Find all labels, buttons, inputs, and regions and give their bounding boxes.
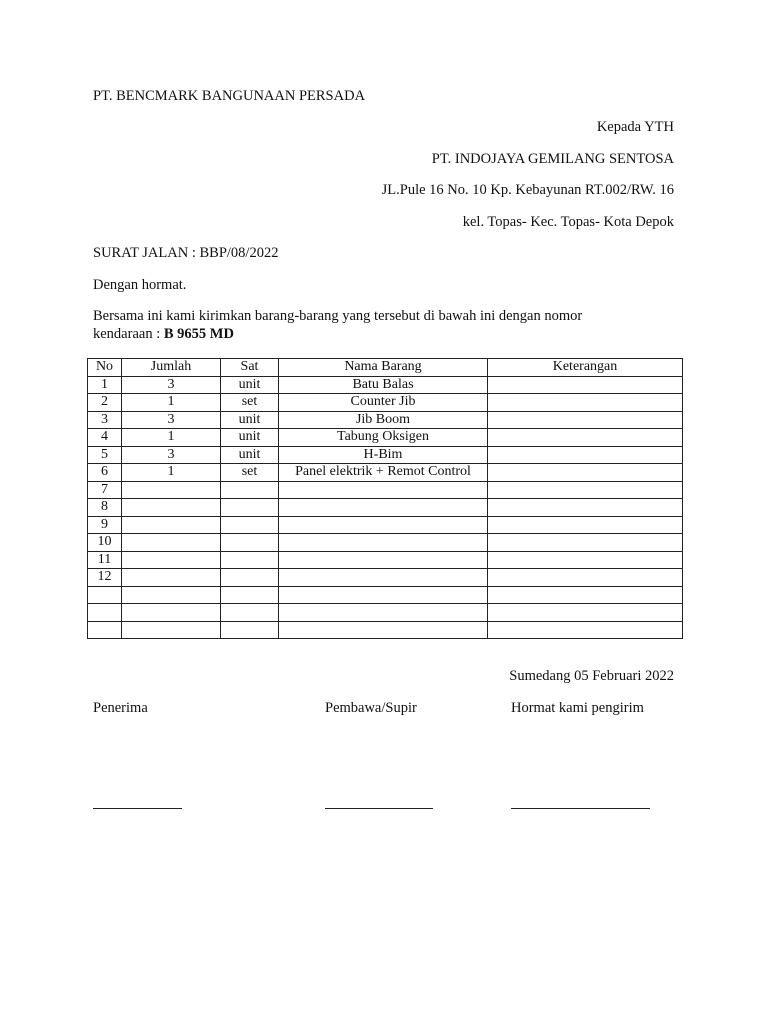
cell-nama-barang: H-Bim <box>279 446 488 464</box>
cell-keterangan <box>488 464 683 482</box>
header-jumlah: Jumlah <box>122 359 221 377</box>
cell-sat: set <box>221 394 279 412</box>
cell-jumlah: 3 <box>122 411 221 429</box>
cell-nama-barang <box>279 534 488 552</box>
cell-sat <box>221 569 279 587</box>
intro-line2 <box>93 326 234 343</box>
cell-nama-barang <box>279 481 488 499</box>
table-row <box>88 394 683 412</box>
cell-sat: set <box>221 464 279 482</box>
recipient-address-line2: kel. Topas- Kec. Topas- Kota Depok <box>462 214 674 230</box>
cell-no: 12 <box>88 569 122 587</box>
intro-line1: Bersama ini kami kirimkan barang-barang yang tersebut di bawah ini dengan nomor <box>93 308 583 324</box>
cell-sat: unit <box>221 446 279 464</box>
table-row <box>88 464 683 482</box>
cell-keterangan <box>488 534 683 552</box>
cell-sat: unit <box>221 411 279 429</box>
table-row <box>88 429 683 447</box>
cell-no: 3 <box>88 411 122 429</box>
cell-keterangan <box>488 376 683 394</box>
cell-keterangan <box>488 499 683 517</box>
header-nama-barang: Nama Barang <box>279 359 488 377</box>
document-number: SURAT JALAN : BBP/08/2022 <box>93 245 279 261</box>
cell-sat: unit <box>221 429 279 447</box>
greeting: Dengan hormat. <box>93 277 187 293</box>
cell-no <box>88 586 122 604</box>
cell-sat <box>221 586 279 604</box>
table-row <box>88 411 683 429</box>
cell-sat <box>221 621 279 639</box>
cell-sat <box>221 551 279 569</box>
cell-no: 8 <box>88 499 122 517</box>
cell-jumlah <box>122 551 221 569</box>
cell-nama-barang <box>279 569 488 587</box>
cell-no: 5 <box>88 446 122 464</box>
cell-nama-barang: Counter Jib <box>279 394 488 412</box>
cell-jumlah <box>122 534 221 552</box>
cell-sat <box>221 516 279 534</box>
table-header-row <box>88 359 683 377</box>
cell-keterangan <box>488 481 683 499</box>
cell-jumlah: 3 <box>122 376 221 394</box>
cell-sat <box>221 499 279 517</box>
cell-no: 10 <box>88 534 122 552</box>
cell-jumlah <box>122 481 221 499</box>
signature-label-receiver: Penerima <box>93 700 148 716</box>
table-row <box>88 604 683 622</box>
cell-jumlah <box>122 604 221 622</box>
vehicle-number: B 9655 MD <box>163 326 234 342</box>
cell-no <box>88 621 122 639</box>
cell-nama-barang <box>279 604 488 622</box>
cell-nama-barang: Tabung Oksigen <box>279 429 488 447</box>
cell-keterangan <box>488 429 683 447</box>
signature-line-carrier <box>325 808 433 809</box>
cell-jumlah <box>122 621 221 639</box>
table-row <box>88 621 683 639</box>
cell-no: 6 <box>88 464 122 482</box>
header-keterangan: Keterangan <box>488 359 683 377</box>
table-row <box>88 376 683 394</box>
cell-no: 7 <box>88 481 122 499</box>
cell-nama-barang: Panel elektrik + Remot Control <box>279 464 488 482</box>
cell-jumlah <box>122 569 221 587</box>
cell-jumlah <box>122 499 221 517</box>
cell-sat <box>221 604 279 622</box>
header-sat: Sat <box>221 359 279 377</box>
cell-no: 11 <box>88 551 122 569</box>
cell-no: 2 <box>88 394 122 412</box>
cell-sat: unit <box>221 376 279 394</box>
recipient-salutation: Kepada YTH <box>596 119 674 135</box>
header-no: No <box>88 359 122 377</box>
cell-nama-barang <box>279 499 488 517</box>
cell-keterangan <box>488 411 683 429</box>
cell-no: 9 <box>88 516 122 534</box>
table-row <box>88 551 683 569</box>
cell-no <box>88 604 122 622</box>
cell-no: 4 <box>88 429 122 447</box>
cell-nama-barang <box>279 586 488 604</box>
cell-nama-barang <box>279 551 488 569</box>
cell-keterangan <box>488 394 683 412</box>
cell-jumlah: 1 <box>122 429 221 447</box>
table-row <box>88 481 683 499</box>
table-row <box>88 534 683 552</box>
cell-nama-barang: Batu Balas <box>279 376 488 394</box>
table-row <box>88 446 683 464</box>
cell-keterangan <box>488 586 683 604</box>
cell-nama-barang <box>279 516 488 534</box>
cell-jumlah: 3 <box>122 446 221 464</box>
sender-company: PT. BENCMARK BANGUNAAN PERSADA <box>93 88 366 104</box>
cell-jumlah <box>122 516 221 534</box>
cell-keterangan <box>488 446 683 464</box>
cell-keterangan <box>488 551 683 569</box>
signature-label-carrier: Pembawa/Supir <box>325 700 417 716</box>
table-row <box>88 499 683 517</box>
signature-label-sender: Hormat kami pengirim <box>511 700 644 716</box>
intro-line2-prefix: kendaraan : <box>93 326 164 342</box>
cell-keterangan <box>488 604 683 622</box>
cell-jumlah <box>122 586 221 604</box>
cell-jumlah: 1 <box>122 464 221 482</box>
place-date: Sumedang 05 Februari 2022 <box>509 668 674 684</box>
signature-line-sender <box>511 808 650 809</box>
recipient-address-line1: JL.Pule 16 No. 10 Kp. Kebayunan RT.002/RW. 16 <box>381 182 674 198</box>
cell-keterangan <box>488 621 683 639</box>
table-row <box>88 569 683 587</box>
cell-keterangan <box>488 569 683 587</box>
cell-nama-barang: Jib Boom <box>279 411 488 429</box>
table-row <box>88 586 683 604</box>
cell-nama-barang <box>279 621 488 639</box>
cell-keterangan <box>488 516 683 534</box>
recipient-company: PT. INDOJAYA GEMILANG SENTOSA <box>431 151 674 167</box>
cell-no: 1 <box>88 376 122 394</box>
signature-line-receiver <box>93 808 182 809</box>
cell-jumlah: 1 <box>122 394 221 412</box>
table-row <box>88 516 683 534</box>
cell-sat <box>221 481 279 499</box>
cell-sat <box>221 534 279 552</box>
items-table <box>87 358 683 639</box>
